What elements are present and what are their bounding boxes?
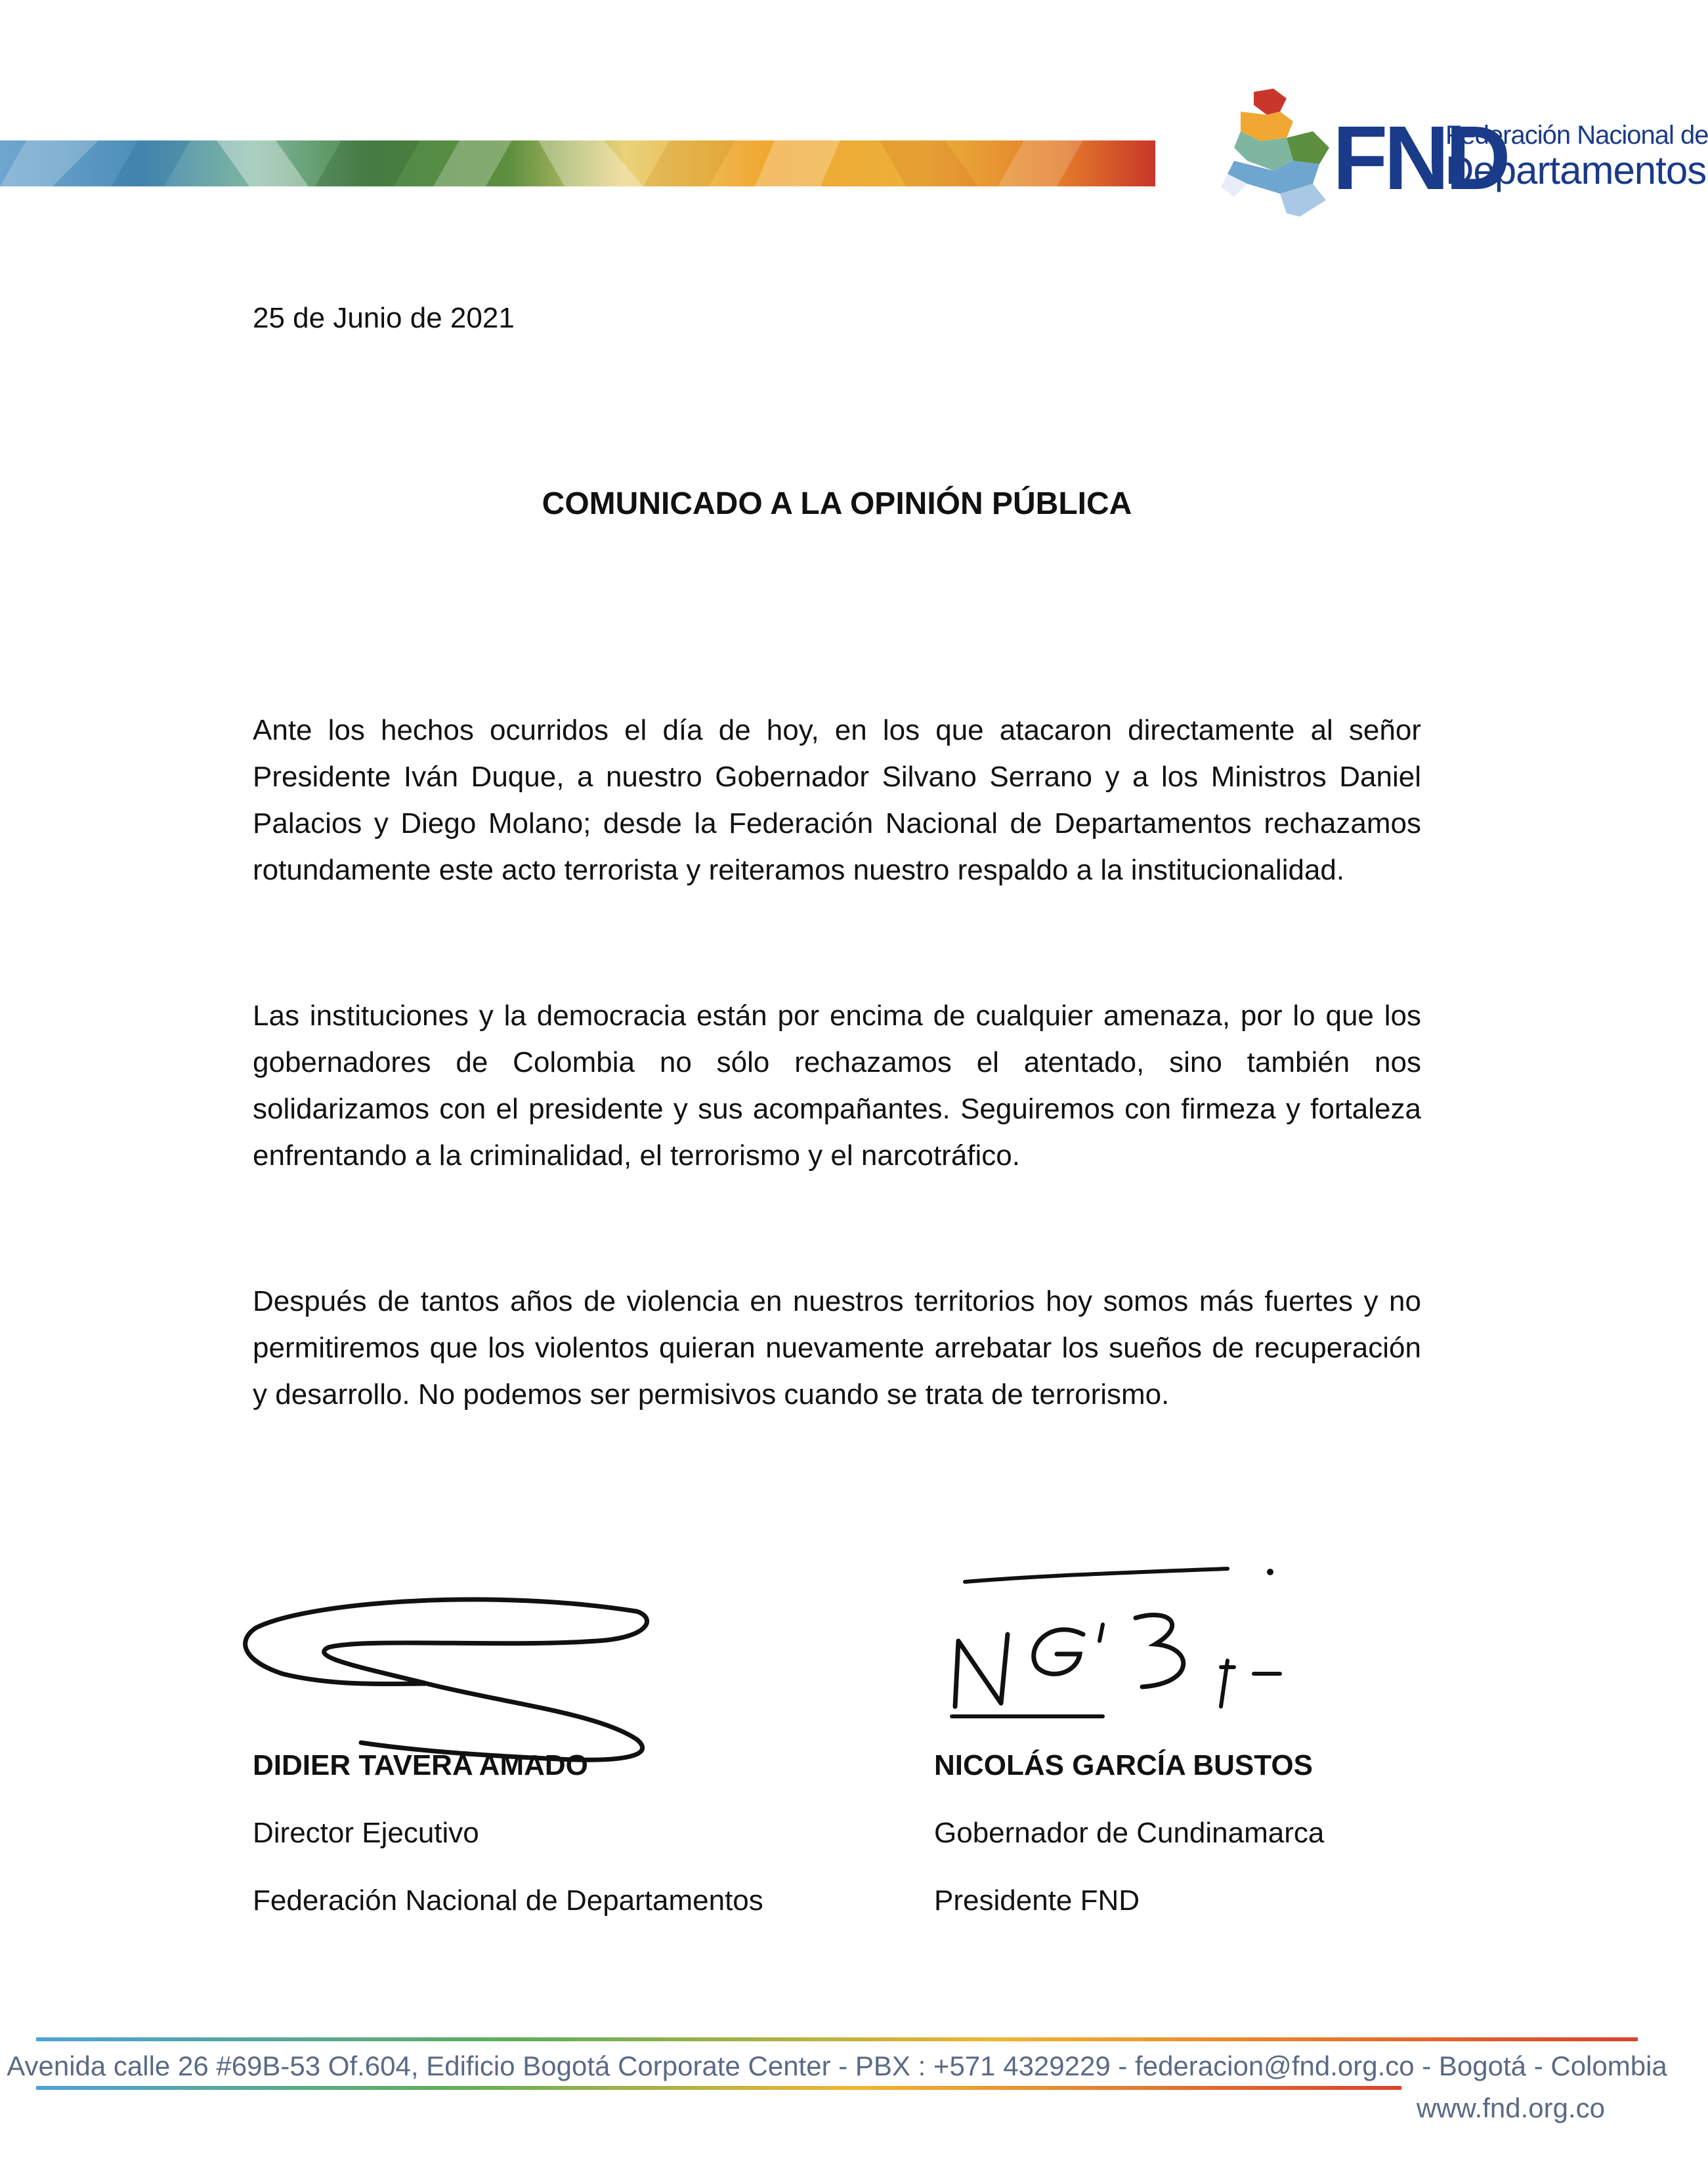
signatory-2-role: Gobernador de Cundinamarca (934, 1817, 1325, 1849)
body-paragraph-1: Ante los hechos ocurridos el día de hoy, en los que atacaron directamente al señor Presidente Iván Duque, a nuestro Gobernador Silvano Serrano y a los Ministros Daniel Palacios y Diego Molano; desde la Federación Nacional de Departamentos rechazamos rotundamente este acto terrorista y reiteramos nuestro respaldo a la institucionalidad. (253, 714, 1421, 886)
signatory-2-org: Presidente FND (934, 1884, 1140, 1917)
footer-website-link[interactable]: www.fnd.org.co (1416, 2092, 1605, 2123)
letter-date: 25 de Junio de 2021 (253, 302, 515, 334)
footer-top-rule (36, 2037, 1638, 2041)
document-title: COMUNICADO A LA OPINIÓN PÚBLICA (542, 486, 1132, 521)
signatory-2-name: NICOLÁS GARCÍA BUSTOS (934, 1749, 1313, 1781)
signatory-1-org: Federación Nacional de Departamentos (253, 1884, 763, 1917)
signature-didier-tavera (230, 1575, 663, 1772)
fnd-logo (1214, 85, 1708, 223)
logo-line-2: Departamentos (1445, 148, 1707, 192)
logo-line-1: Federación Nacional de (1445, 121, 1708, 150)
signatory-1-role: Director Ejecutivo (253, 1817, 479, 1849)
body-paragraph-2: Las instituciones y la democracia están por encima de cualquier amenaza, por lo que los gobernadores de Colombia no sólo rechazamos el atentado, sino también nos solidarizamos con el presidente y sus acompañantes. Seguiremos con firmeza y fortaleza enfrentando a la criminalidad, el terrorismo y el narcotráfico. (253, 1000, 1421, 1172)
logo-abbr: FND (1333, 108, 1507, 209)
footer-address: Avenida calle 26 #69B-53 Of.604, Edificio Bogotá Corporate Center - PBX : +571 4329229 - federacion@fnd.org.co - Bogotá - Colombia (7, 2050, 1667, 2081)
footer-bottom-rule (36, 2086, 1401, 2090)
body-paragraph-3: Después de tantos años de violencia en nuestros territorios hoy somos más fuertes y no permitiremos que los violentos quieran nuevamente arrebatar los sueños de recuperación y desarrollo. No podemos ser permisivos cuando se trata de terrorismo. (253, 1285, 1421, 1411)
signatory-1-name: DIDIER TAVERA AMADO (253, 1749, 588, 1781)
signature-nicolas-garcia (945, 1556, 1313, 1726)
colombia-map-icon (1214, 85, 1339, 223)
header-decorative-band (0, 140, 1155, 186)
